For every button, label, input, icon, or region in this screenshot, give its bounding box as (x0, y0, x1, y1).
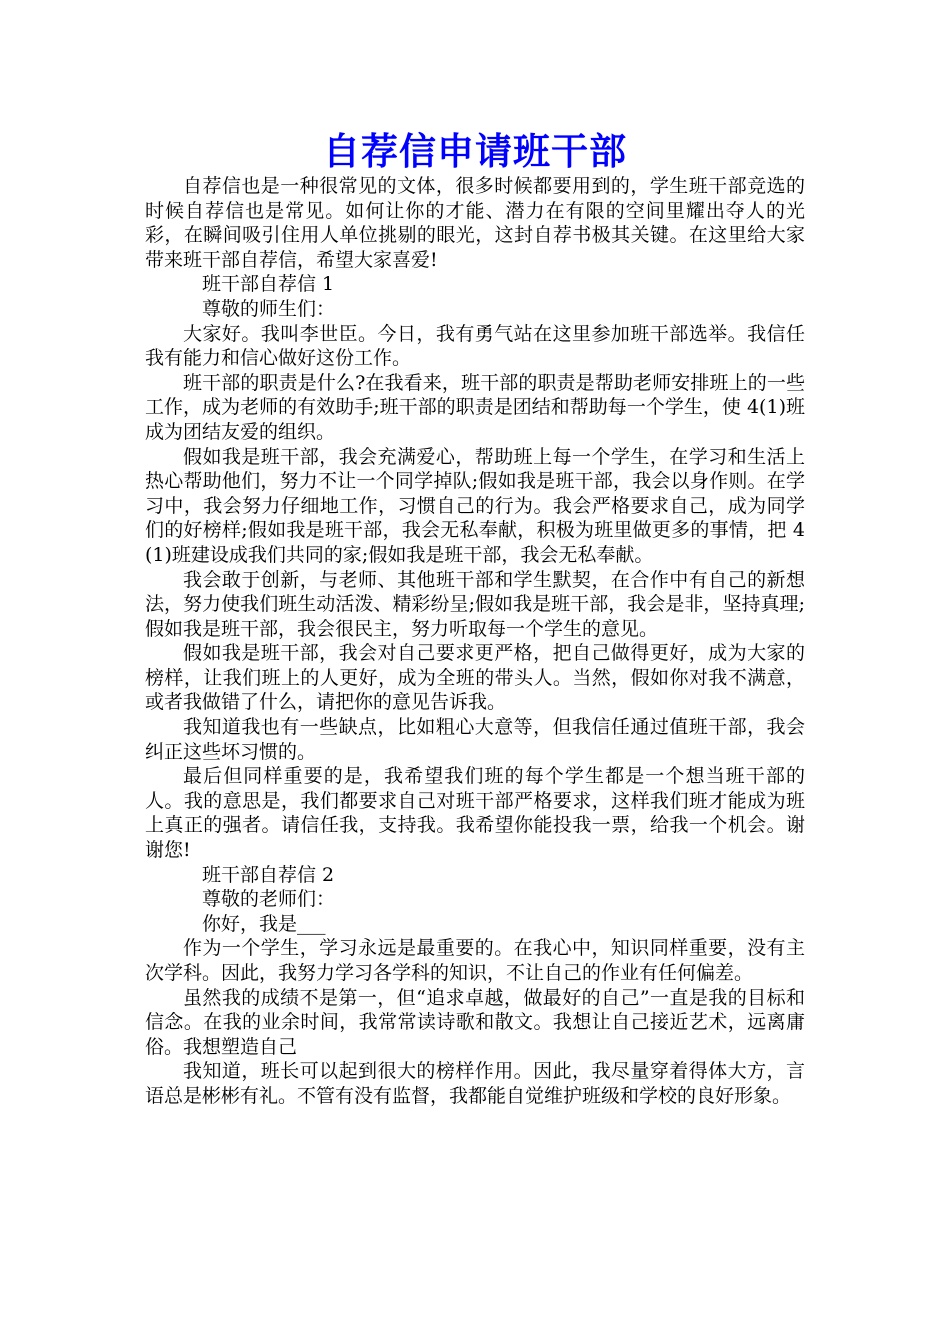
paragraph: 我知道我也有一些缺点，比如粗心大意等，但我信任通过值班干部，我会纠正这些坏习惯的。 (145, 716, 805, 763)
paragraph: 作为一个学生，学习永远是最重要的。在我心中，知识同样重要，没有主次学科。因此，我努力学习各学科的知识，不让自己的作业有任何偏差。 (145, 937, 805, 984)
paragraph: 虽然我的成绩不是第一，但“追求卓越，做最好的自己”一直是我的目标和信念。在我的业余时间，我常常读诗歌和散文。我想让自己接近艺术，远离庸俗。我想塑造自己 (145, 986, 805, 1058)
paragraph: 假如我是班干部，我会充满爱心，帮助班上每一个学生，在学习和生活上热心帮助他们，努力不让一个同学掉队;假如我是班干部，我会以身作则。在学习中，我会努力仔细地工作，习惯自己的行为。我会严格要求自己，成为同学们的好榜样;假如我是班干部，我会无私奉献，积极为班里做更多的事情，把 4(1)班建设成我们共同的家;假如我是班干部，我会无私奉献。 (145, 445, 805, 566)
paragraph: 大家好。我叫李世臣。今日，我有勇气站在这里参加班干部选举。我信任我有能力和信心做好这份工作。 (145, 322, 805, 370)
salutation-1: 尊敬的师生们： (202, 297, 336, 320)
paragraph: 我知道，班长可以起到很大的榜样作用。因此，我尽量穿着得体大方，言语总是彬彬有礼。不管有没有监督，我都能自觉维护班级和学校的良好形象。 (145, 1060, 805, 1107)
salutation-2: 尊敬的老师们： (202, 888, 336, 911)
section-heading-1: 班干部自荐信 1 (202, 273, 335, 296)
document-page (145, 128, 805, 1109)
section-heading-2: 班干部自荐信 2 (202, 863, 335, 886)
document-title: 自荐信申请班干部 (323, 129, 627, 173)
paragraph-intro: 自荐信也是一种很常见的文体，很多时候都要用到的，学生班干部竞选的时候自荐信也是常见。如何让你的才能、潜力在有限的空间里耀出夺人的光彩，在瞬间吸引住用人单位挑剔的眼光，这封自荐书极其关键。在这里给大家带来班干部自荐信，希望大家喜爱! (145, 175, 805, 271)
paragraph: 班干部的职责是什么?在我看来，班干部的职责是帮助老师安排班上的一些工作，成为老师的有效助手;班干部的职责是团结和帮助每一个学生，使 4(1)班成为团结友爱的组织。 (145, 371, 805, 443)
paragraph: 我会敢于创新，与老师、其他班干部和学生默契，在合作中有自己的新想法，努力使我们班生动活泼、精彩纷呈;假如我是班干部，我会是非，坚持真理;假如我是班干部，我会很民主，努力听取每一个学生的意见。 (145, 568, 805, 640)
document-body (145, 174, 805, 1109)
greeting-line: 你好，我是___ (202, 912, 326, 935)
paragraph: 最后但同样重要的是，我希望我们班的每个学生都是一个想当班干部的人。我的意思是，我们都要求自己对班干部严格要求，这样我们班才能成为班上真正的强者。请信任我，支持我。我希望你能投我一票，给我一个机会。谢谢您! (145, 765, 805, 862)
paragraph: 假如我是班干部，我会对自己要求更严格，把自己做得更好，成为大家的榜样，让我们班上的人更好，成为全班的带头人。当然，假如你对我不满意，或者我做错了什么，请把你的意见告诉我。 (145, 642, 805, 714)
